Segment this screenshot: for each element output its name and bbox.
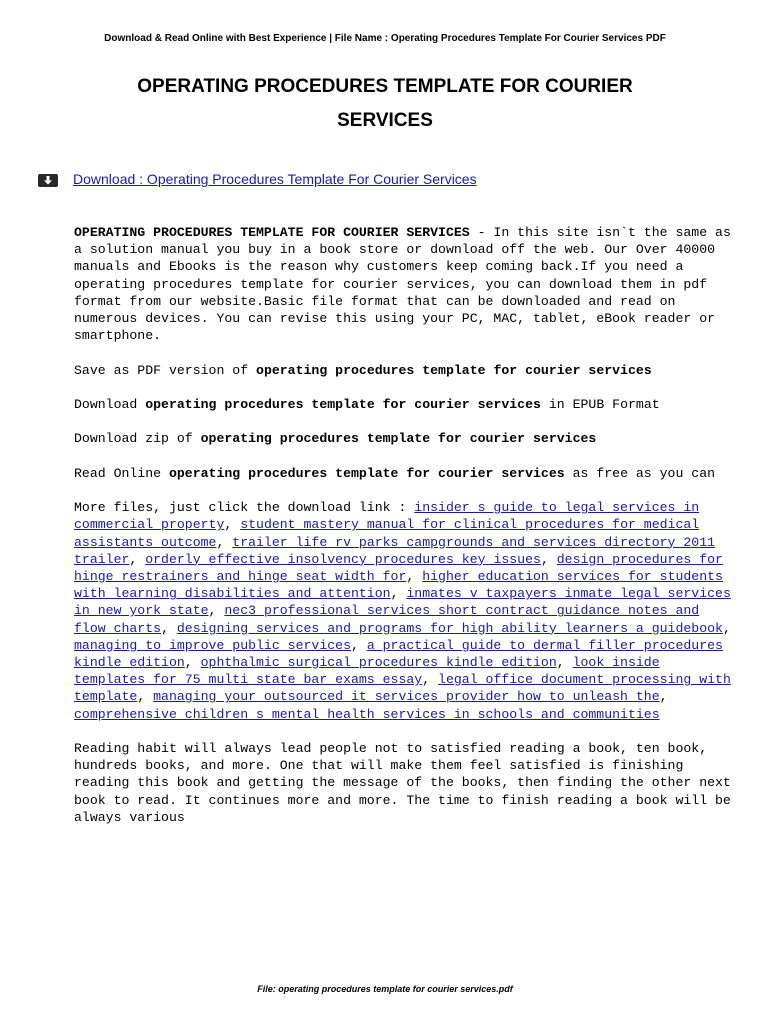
closing-paragraph: Reading habit will always lead people not to satisfied reading a book, ten book, hundreds books, and more. One that will make them feel satisfied is finishing reading this book and getting the message of the books, then finding the other next book to read. It continues more and more. The time to finish reading a book will be always various bbox=[74, 741, 731, 825]
save-pdf-prefix: Save as PDF version of bbox=[74, 362, 257, 378]
link-separator: , bbox=[659, 689, 668, 705]
zip-prefix: Download zip of bbox=[74, 431, 201, 447]
link-separator: , bbox=[722, 620, 731, 636]
link-separator: , bbox=[161, 620, 177, 636]
epub-paragraph bbox=[74, 396, 734, 413]
read-online-suffix: as free as you can bbox=[564, 465, 716, 481]
download-link[interactable]: Download : Operating Procedures Template For Courier Services bbox=[73, 171, 477, 187]
save-pdf-paragraph bbox=[74, 362, 734, 379]
intro-bold-title: OPERATING PROCEDURES TEMPLATE FOR COURIER SERVICES bbox=[74, 225, 470, 240]
page-header: Download & Read Online with Best Experience | File Name : Operating Procedures Template For Courier Services PDF bbox=[104, 33, 666, 44]
document-body bbox=[74, 224, 734, 843]
link-separator: , bbox=[129, 551, 146, 567]
save-pdf-bold: operating procedures template for courier services bbox=[256, 362, 652, 378]
title-line-2: SERVICES bbox=[337, 110, 433, 131]
more-file-link[interactable]: student mastery manual for clinical procedures for medical assistants outcome bbox=[74, 517, 700, 550]
more-file-link[interactable]: inmates v taxpayers inmate legal services in new york state bbox=[74, 586, 731, 619]
more-file-link[interactable]: nec3 professional services short contract guidance notes and flow charts bbox=[74, 603, 700, 636]
download-icon[interactable] bbox=[38, 174, 58, 187]
more-files-prefix: More files, just click the download link : bbox=[74, 500, 415, 516]
more-file-link[interactable]: a practical guide to dermal filler procedures kindle edition bbox=[74, 637, 723, 670]
epub-suffix: in EPUB Format bbox=[540, 397, 660, 412]
more-file-link[interactable]: orderly effective insolvency procedures key issues bbox=[145, 551, 541, 567]
more-file-link[interactable]: comprehensive children s mental health services in schools and communities bbox=[74, 706, 660, 722]
link-separator: , bbox=[540, 551, 557, 567]
link-separator: , bbox=[350, 637, 367, 653]
link-separator: , bbox=[422, 672, 439, 688]
zip-paragraph bbox=[74, 430, 734, 447]
zip-bold: operating procedures template for courier services bbox=[200, 431, 597, 447]
page-footer: File: operating procedures template for courier services.pdf bbox=[257, 984, 513, 994]
more-file-link[interactable]: insider s guide to legal services in commercial property bbox=[74, 500, 700, 533]
link-separator: , bbox=[208, 603, 225, 619]
intro-paragraph bbox=[74, 224, 734, 344]
epub-prefix: Download bbox=[74, 397, 146, 412]
more-file-link[interactable]: legal office document processing with template bbox=[74, 672, 731, 705]
read-online-bold: operating procedures template for courier services bbox=[168, 465, 565, 481]
read-online-paragraph bbox=[74, 465, 734, 482]
more-file-link[interactable]: ophthalmic surgical procedures kindle edition bbox=[200, 655, 557, 670]
more-file-link[interactable]: higher education services for students with learning disabilities and attention bbox=[74, 568, 723, 602]
link-separator: , bbox=[390, 586, 407, 602]
download-row bbox=[38, 171, 738, 193]
more-files-links bbox=[74, 500, 731, 721]
more-files-paragraph bbox=[74, 499, 734, 723]
more-file-link[interactable]: design procedures for hinge restrainers and hinge seat width for bbox=[74, 551, 723, 584]
link-separator: , bbox=[137, 689, 154, 705]
more-file-link[interactable]: look inside templates for 75 multi state bar exams essay bbox=[74, 655, 660, 688]
link-separator: , bbox=[406, 568, 423, 584]
link-separator: , bbox=[184, 655, 201, 670]
more-file-link[interactable]: designing services and programs for high ability learners a guidebook bbox=[176, 620, 723, 636]
epub-bold: operating procedures template for courier services bbox=[145, 397, 541, 412]
title-line-1: OPERATING PROCEDURES TEMPLATE FOR COURIER bbox=[137, 76, 633, 97]
more-file-link[interactable]: managing your outsourced it services provider how to unleash the bbox=[153, 689, 660, 705]
more-file-link[interactable]: managing to improve public services bbox=[74, 637, 351, 653]
link-separator: , bbox=[216, 534, 233, 550]
link-separator: , bbox=[556, 655, 573, 670]
document-title bbox=[60, 70, 710, 138]
intro-text: - In this site isn`t the same as a solution manual you buy in a book store or download off the web. Our Over 40000 manuals and Ebooks is the reason why customers keep coming back.If you need a operating procedures template for courier services, you can download them in pdf format from our website.Basic file format that can be downloaded and read on numerous devices. You can revise this using your PC, MAC, tablet, eBook reader or smartphone. bbox=[74, 225, 731, 344]
more-file-link[interactable]: trailer life rv parks campgrounds and services directory 2011 trailer bbox=[74, 534, 716, 567]
link-separator: , bbox=[224, 517, 241, 533]
read-online-prefix: Read Online bbox=[74, 465, 169, 481]
